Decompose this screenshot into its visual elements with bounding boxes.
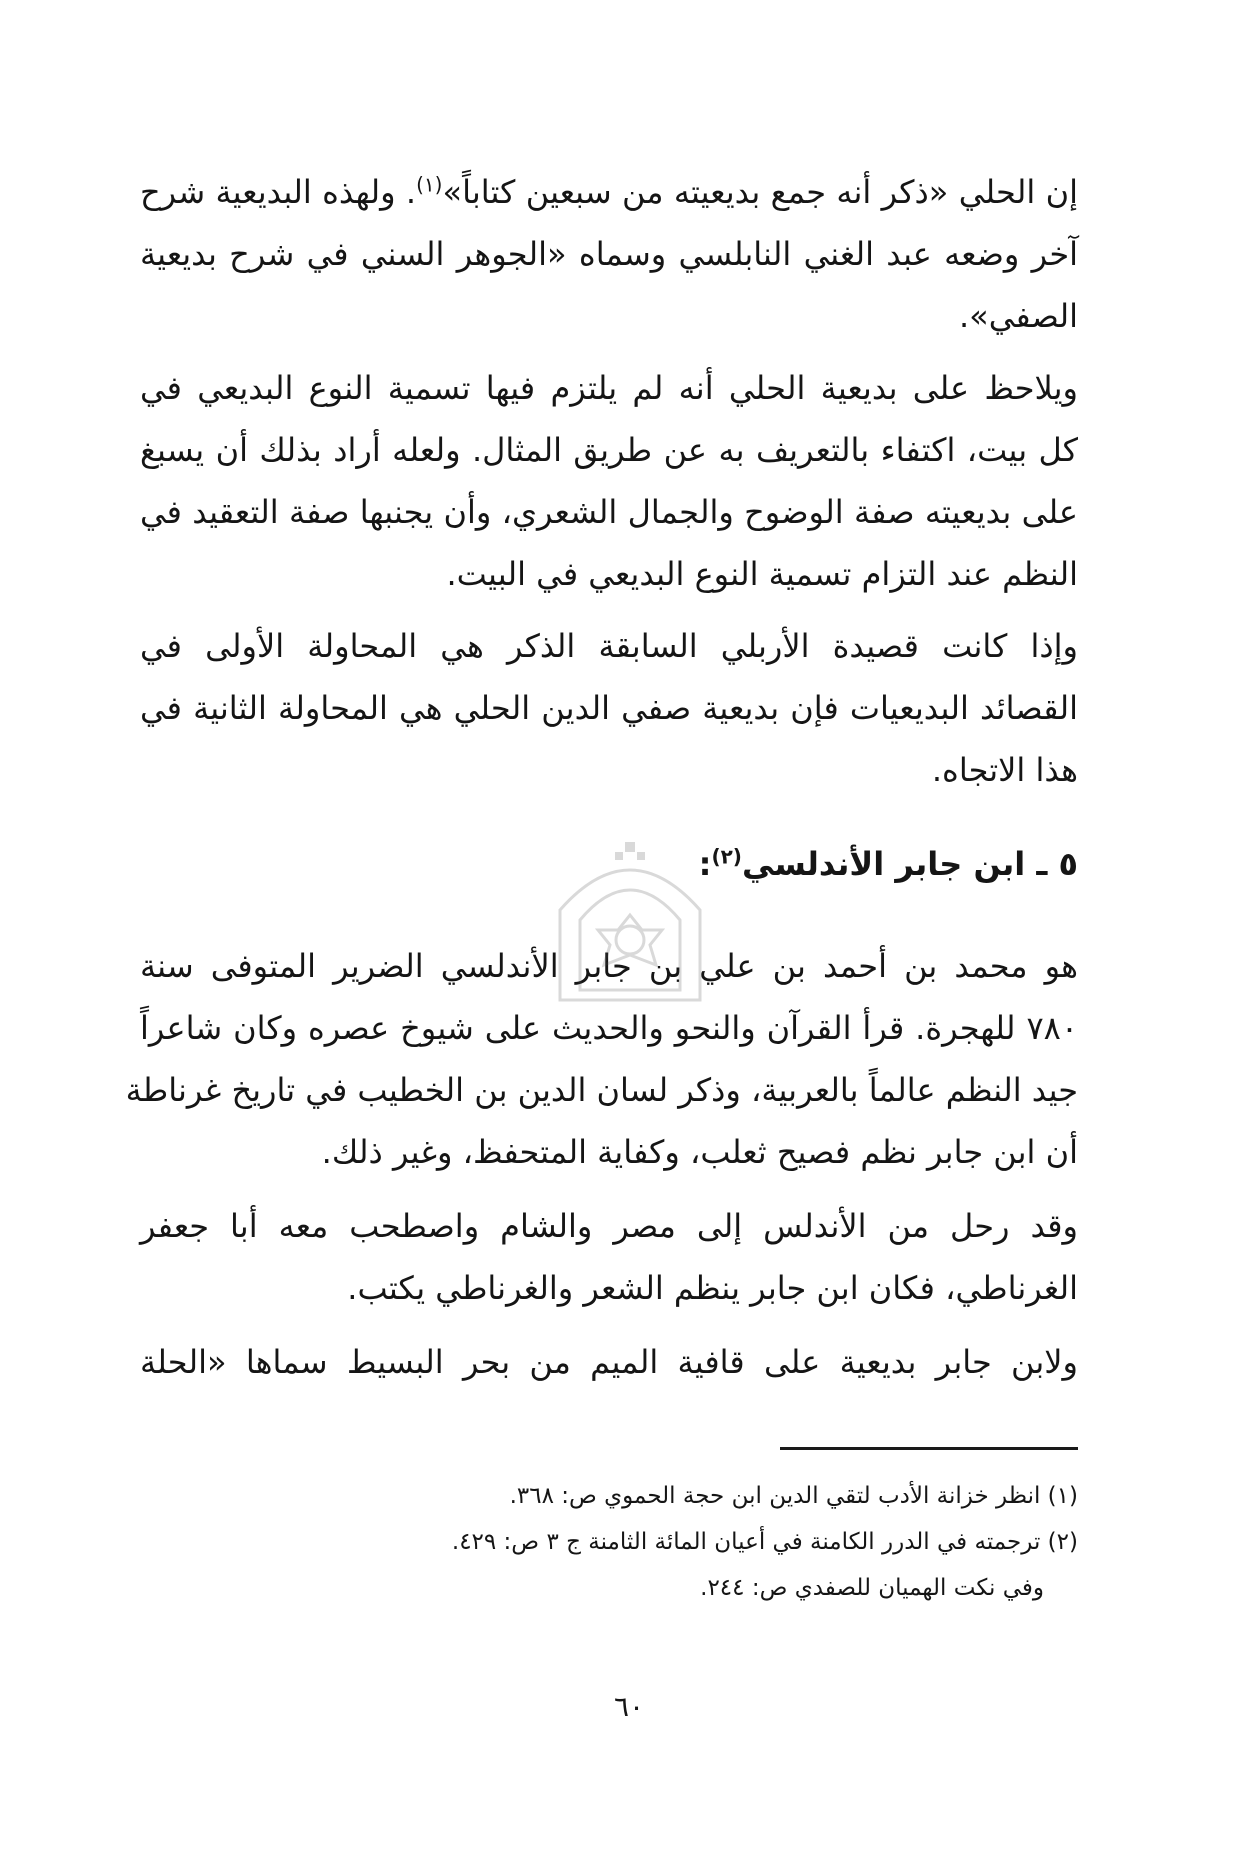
text-line: جيد النظم عالماً بالعربية، وذكر لسان الدين بن الخطيب في تاريخ غرناطة: [125, 1071, 1078, 1109]
text-line: ويلاحظ على بديعية الحلي أنه لم يلتزم فيها تسمية النوع البديعي في: [140, 369, 1078, 407]
library-seal-icon: [530, 820, 730, 1020]
text-line: كل بيت، اكتفاء بالتعريف به عن طريق المثال. ولعله أراد بذلك أن يسبغ: [140, 431, 1078, 469]
text-line: أن ابن جابر نظم فصيح ثعلب، وكفاية المتحفظ، وغير ذلك.: [321, 1133, 1078, 1171]
text-line: آخر وضعه عبد الغني النابلسي وسماه «الجوهر السني في شرح بديعية: [140, 235, 1078, 273]
text-line: النظم عند التزام تسمية النوع البديعي في البيت.: [446, 555, 1078, 593]
text-line: إن الحلي «ذكر أنه جمع بديعيته من سبعين كتاباً»$^{(١)}$. ولهذه البديعية شرح: [140, 172, 1079, 211]
text-line: وقد رحل من الأندلس إلى مصر والشام واصطحب معه أبا جعفر: [140, 1207, 1078, 1245]
section-heading: ٥ ـ ابن جابر الأندلسي$^{(٢)}$:: [698, 844, 1078, 883]
text-line: على بديعيته صفة الوضوح والجمال الشعري، وأن يجنبها صفة التعقيد في: [140, 493, 1078, 531]
footnote-2-continuation: وفي نكت الهميان للصفدي ص: ٢٤٤.: [700, 1575, 1044, 1601]
footnote-divider: [780, 1447, 1078, 1450]
text-line: هو محمد بن أحمد بن علي بن جابر الأندلسي الضرير المتوفى سنة: [140, 947, 1078, 985]
text-line: هذا الاتجاه.: [931, 751, 1078, 789]
text-line: الصفي».: [959, 297, 1078, 335]
text-line: القصائد البديعيات فإن بديعية صفي الدين الحلي هي المحاولة الثانية في: [140, 689, 1078, 727]
text-line: وإذا كانت قصيدة الأربلي السابقة الذكر هي المحاولة الأولى في: [140, 627, 1078, 665]
footnote-1: (١) انظر خزانة الأدب لتقي الدين ابن حجة الحموي ص: ٣٦٨.: [509, 1483, 1078, 1509]
footnote-2: (٢) ترجمته في الدرر الكامنة في أعيان المائة الثامنة ج ٣ ص: ٤٢٩.: [451, 1529, 1078, 1555]
footnote-ref[interactable]: (١): [416, 172, 443, 197]
page-number: ٦٠: [613, 1690, 645, 1723]
text-line: ولابن جابر بديعية على قافية الميم من بحر البسيط سماها «الحلة: [140, 1343, 1078, 1381]
footnote-ref[interactable]: (٢): [711, 844, 742, 869]
text-line: ٧٨٠ للهجرة. قرأ القرآن والنحو والحديث على شيوخ عصره وكان شاعراً: [140, 1009, 1078, 1047]
text-line: الغرناطي، فكان ابن جابر ينظم الشعر والغرناطي يكتب.: [347, 1269, 1078, 1307]
